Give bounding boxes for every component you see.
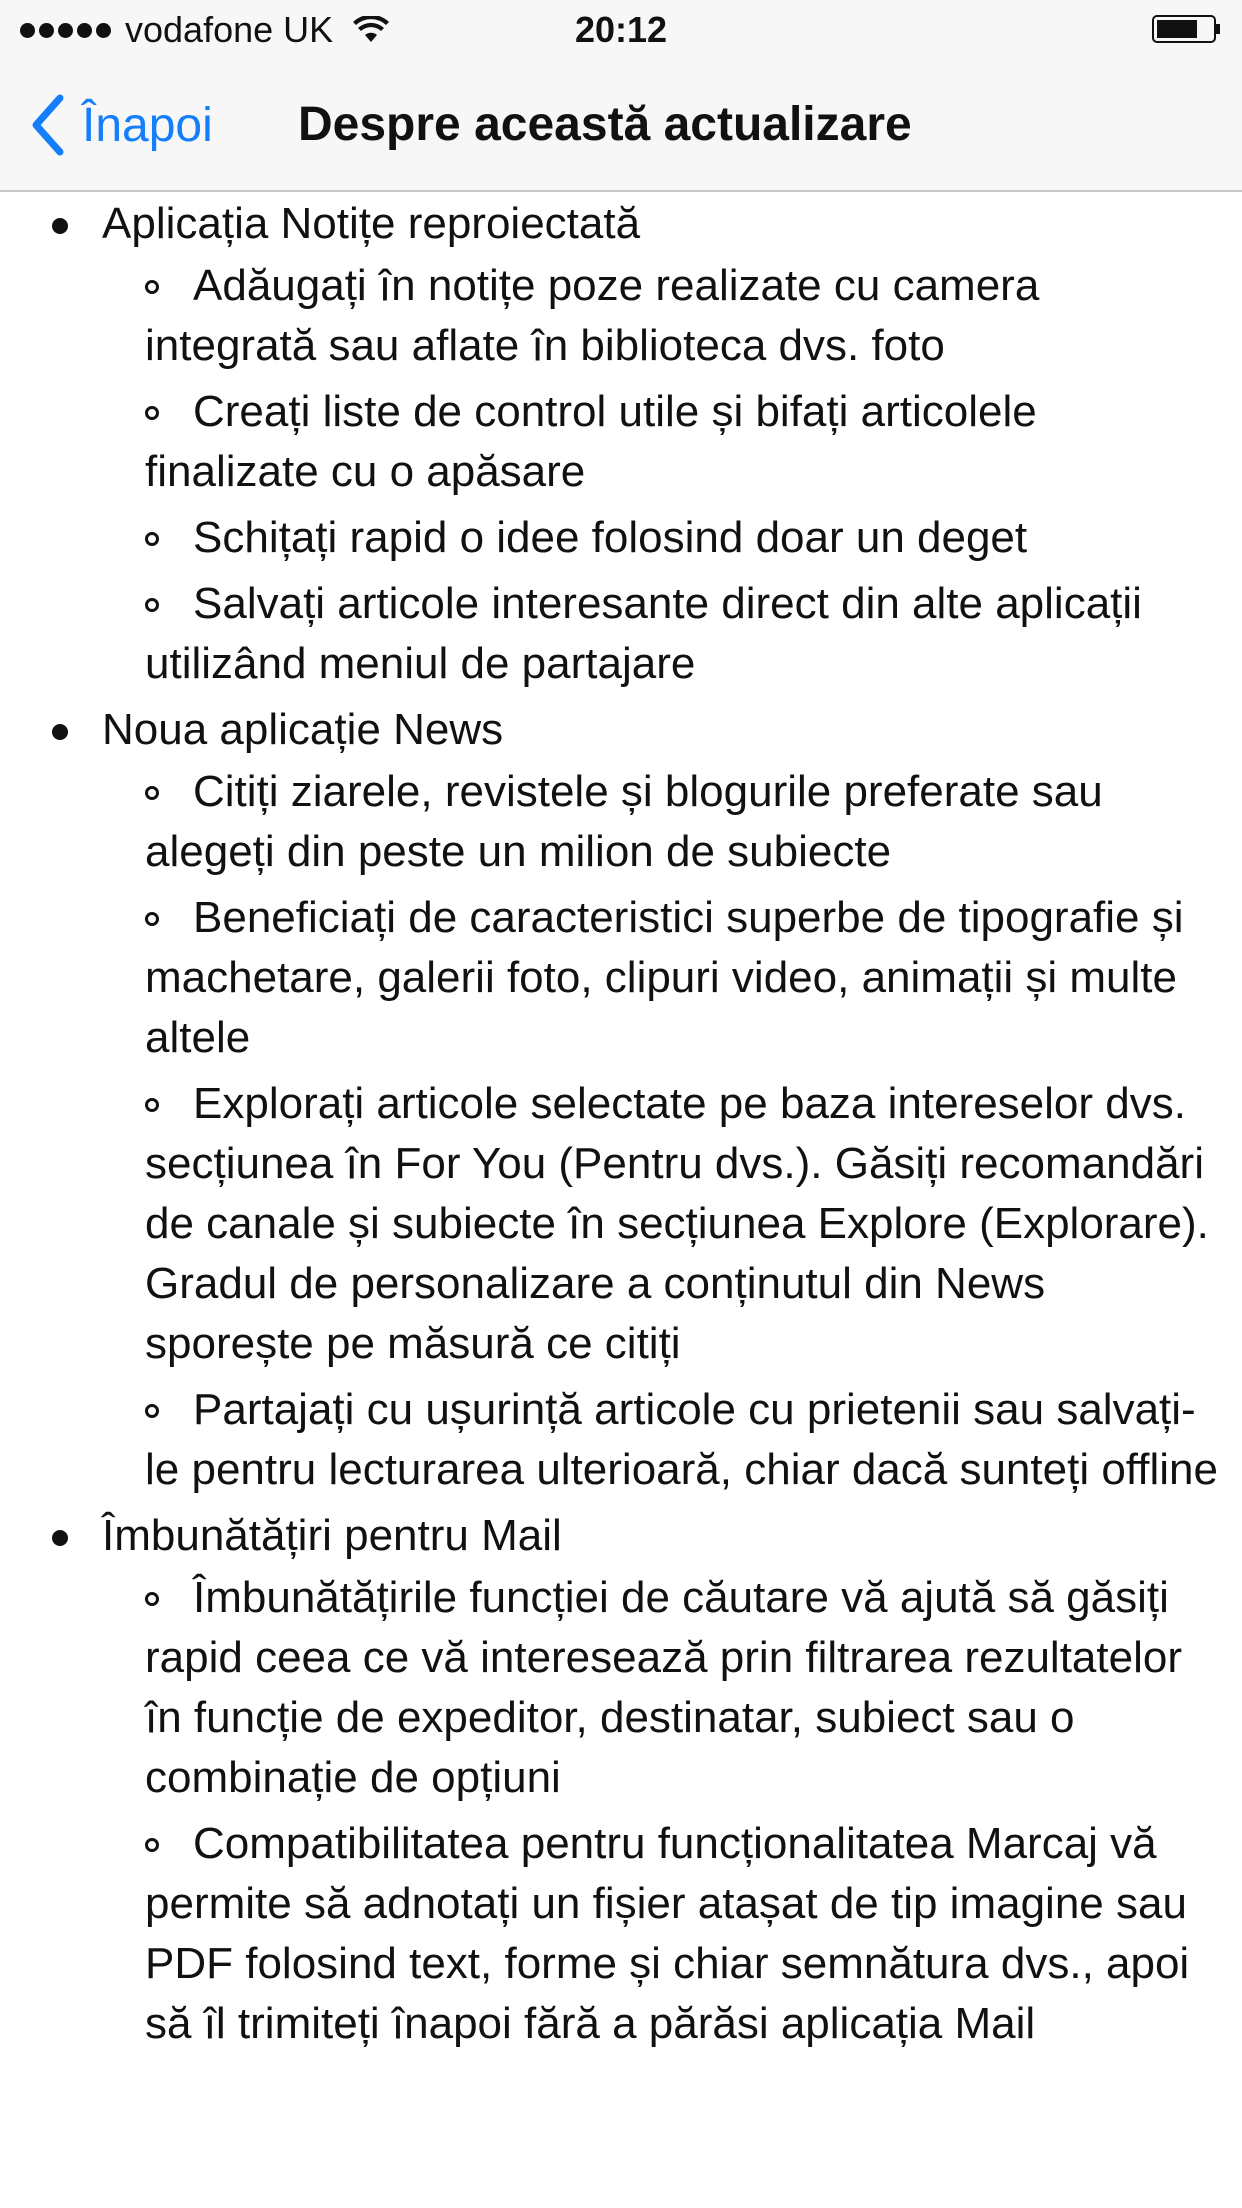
list-item: Salvați articole interesante direct din alte aplicații utilizând meniul de partajare <box>145 579 1142 688</box>
list-item: Citiți ziarele, revistele și blogurile preferate sau alegeți din peste un milion de subiecte <box>145 767 1103 876</box>
circle-bullet-icon <box>145 1098 159 1112</box>
circle-bullet-icon <box>145 406 159 420</box>
carrier-label: vodafone UK <box>125 9 334 50</box>
section-mail <box>0 1506 1242 2054</box>
back-button[interactable] <box>28 90 213 160</box>
list-item: Compatibilitatea pentru funcționalitatea Marcaj vă permite să adnotați un fișier atașat de tip imagine sau PDF folosind text, forme și chiar semnătura dvs., apoi să îl trimiteți înapoi fără a părăsi aplicația Mail <box>145 1819 1190 2048</box>
circle-bullet-icon <box>145 912 159 926</box>
bullet-icon <box>52 218 68 234</box>
release-notes[interactable] <box>0 192 1242 2208</box>
status-bar <box>0 0 1242 60</box>
circle-bullet-icon <box>145 1404 159 1418</box>
list-item: Creați liste de control utile și bifați articolele finalizate cu o apăsare <box>145 387 1037 496</box>
list-item: Partajați cu ușurință articole cu prietenii sau salvați-le pentru lecturarea ulterioară, chiar dacă sunteți offline <box>145 1385 1218 1494</box>
section-title: Aplicația Notițe reproiectată <box>102 199 641 248</box>
battery-icon <box>1152 14 1222 44</box>
circle-bullet-icon <box>145 532 159 546</box>
list-item: Explorați articole selectate pe baza intereselor dvs. secțiunea în For You (Pentru dvs.). Găsiți recomandări de canale și subiecte în secțiunea Explore (Explorare). Gradul de personalizare a conținutul din News sporește pe măsură ce citiți <box>145 1079 1209 1368</box>
bullet-icon <box>52 724 68 740</box>
section-notes <box>0 194 1242 694</box>
circle-bullet-icon <box>145 1592 159 1606</box>
section-list <box>0 194 1242 2054</box>
circle-bullet-icon <box>145 1838 159 1852</box>
section-news <box>0 700 1242 1500</box>
list-item: Schițați rapid o idee folosind doar un deget <box>0 508 1242 568</box>
list-item: Adăugați în notițe poze realizate cu camera integrată sau aflate în biblioteca dvs. foto <box>145 261 1040 370</box>
circle-bullet-icon <box>145 786 159 800</box>
sub-list <box>0 1568 1242 2054</box>
section-title: Îmbunătățiri pentru Mail <box>102 1511 562 1560</box>
status-time: 20:12 <box>574 9 668 50</box>
sub-list <box>0 762 1242 1500</box>
back-button-label: Înapoi <box>82 98 213 152</box>
page-title: Despre această actualizare <box>298 98 912 151</box>
section-title: Noua aplicație News <box>102 705 504 754</box>
sub-list <box>0 256 1242 694</box>
circle-bullet-icon <box>145 598 159 612</box>
chevron-left-icon <box>28 94 68 156</box>
circle-bullet-icon <box>145 280 159 294</box>
navigation-bar <box>0 60 1242 192</box>
list-item: Beneficiați de caracteristici superbe de tipografie și machetare, galerii foto, clipuri video, animații și multe altele <box>145 893 1184 1062</box>
bullet-icon <box>52 1530 68 1546</box>
list-item: Îmbunătățirile funcției de căutare vă ajută să găsiți rapid ceea ce vă interesează prin filtrarea rezultatelor în funcție de expeditor, destinatar, subiect sau o combinație de opțiuni <box>145 1573 1182 1802</box>
